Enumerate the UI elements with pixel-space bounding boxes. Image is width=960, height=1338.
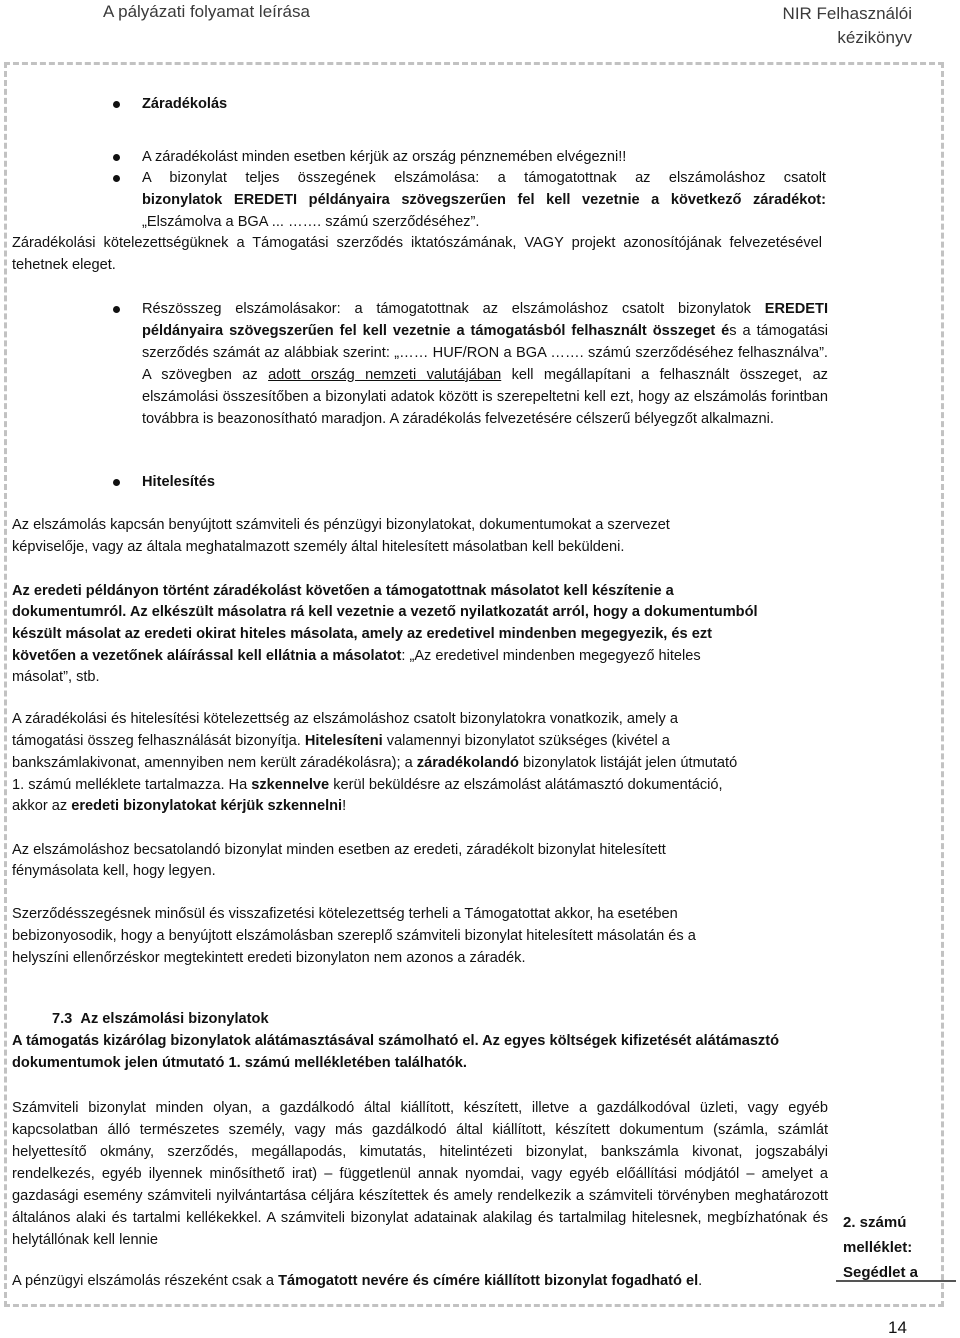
p1-line1: Az elszámolás kapcsán benyújtott számviteli és pénzügyi bizonylatokat, dokumentumokat a szervezet: [12, 517, 670, 533]
partial-bold: EREDETI példányaira szövegszerűen fel kell vezetnie a támogatásból felhasznált összeget é: [142, 301, 828, 339]
p3-l4-b: szkennelve: [251, 777, 330, 793]
p3-l5-b: eredeti bizonylatokat kérjük szkennelni: [71, 798, 343, 814]
p3-l2-c: valamennyi bizonylatot szükséges (kivétel a: [382, 733, 670, 749]
last-sentence: [12, 1270, 702, 1292]
section-title: Az elszámolási bizonylatok: [80, 1011, 269, 1027]
p3-l4-c: kerül beküldésre az elszámolást alátámasztó dokumentáció,: [329, 777, 723, 793]
p4-line2: fénymásolata kell, hogy legyen.: [12, 863, 216, 879]
bullet-icon: [113, 154, 120, 161]
bullet-full-amount-l1: A bizonylat teljes összegének elszámolása: a támogatottnak az elszámoláshoz csatolt: [142, 170, 826, 186]
partial-underlined: adott ország nemzeti valutájában: [268, 367, 502, 383]
p3-l5-c: !: [342, 798, 347, 814]
obligation-text: Záradékolási kötelezettségüknek a Támogatási szerződés iktatószámának, VAGY projekt azonosítójának felvezetésével tehetnek eleget.: [12, 235, 822, 273]
side-note: [843, 1210, 953, 1285]
p5-line3: helyszíni ellenőrzéskor megtekintett eredeti bizonylaton nem azonos a záradék.: [12, 950, 526, 966]
heading-hitelesites: Hitelesítés: [142, 474, 216, 490]
p3-line1: A záradékolási és hitelesítési kötelezettség az elszámoláshoz csatolt bizonylatokra vonatkozik, amely a: [12, 711, 678, 727]
side-note-l2: melléklet:: [843, 1239, 913, 1256]
p3-line4: [12, 774, 723, 796]
header-right-line1: NIR Felhasználói: [782, 4, 912, 23]
p3-l2-b: Hitelesíteni: [304, 733, 383, 749]
section-number: 7.3: [52, 1011, 73, 1027]
bullet-full-amount-l3: „Elszámolva a BGA ... ……. számú szerződéséhez”.: [142, 214, 480, 230]
side-note-l1: 2. számú: [843, 1214, 907, 1231]
p2-line4-bold: követően a vezetőnek aláírással kell ellátnia a másolatot: [12, 648, 402, 664]
last-b: Támogatott nevére és címére kiállított bizonylat fogadható el: [278, 1273, 699, 1289]
p5-line1: Szerződésszegésnek minősül és visszafizetési kötelezettség terheli a Támogatottat akkor, ha esetében: [12, 906, 678, 922]
p2-line3: készült másolat az eredeti okirat hiteles másolata, amely az eredetivel mindenben megegyezik, és ezt: [12, 626, 712, 642]
header-right-line2: kézikönyv: [837, 28, 912, 47]
p1-line2: képviselője, vagy az általa meghatalmazott személy által hitelesített másolatban kell beküldeni.: [12, 539, 625, 555]
page-header: [0, 0, 960, 56]
p4-line1: Az elszámoláshoz becsatolandó bizonylat minden esetben az eredeti, záradékolt bizonylat hitelesített: [12, 842, 666, 858]
partial-pre: Részösszeg elszámolásakor: a támogatottnak az elszámoláshoz csatolt bizonylatok: [142, 301, 765, 317]
partial-post: kell megállapítani a felhasznált összeget, az elszámolási összesítőben a bizonylati adatok között is szerepeltetni kell ezt, hogy az elszámolás forintban továbbra is beazonosítható maradjon. A záradékolás felvezetésére célszerű bélyegzőt alkalmazni.: [142, 367, 828, 427]
header-right: [783, 2, 912, 50]
p2-line4: [12, 645, 701, 667]
p3-line5: [12, 795, 346, 817]
p3-l5-a: akkor az: [12, 798, 72, 814]
page-number: 14: [888, 1318, 907, 1337]
p3-l3-b: záradékolandó: [416, 755, 519, 771]
p3-l3-c: bizonylatok listáját jelen útmutató: [518, 755, 738, 771]
heading-zaradekolas: Záradékolás: [142, 96, 228, 112]
header-title: A pályázati folyamat leírása: [103, 2, 310, 21]
p2-line5: másolat”, stb.: [12, 669, 100, 685]
p3-l4-a: 1. számú melléklete tartalmazza. Ha: [12, 777, 252, 793]
p3-line3: [12, 752, 737, 774]
p3-l3-a: bankszámlakivonat, amennyiben nem került záradékolásra); a: [12, 755, 417, 771]
p2-line1: Az eredeti példányon történt záradékolást követően a támogatottnak másolatot kell készítenie a: [12, 583, 674, 599]
bullet-currency: A záradékolást minden esetben kérjük az ország pénznemében elvégezni!!: [142, 149, 627, 165]
p2-line4-normal: : „Az eredetivel mindenben megegyező hiteles: [401, 648, 701, 664]
section-intro-l2: dokumentumok jelen útmutató 1. számú mellékletében találhatók.: [12, 1055, 467, 1071]
last-c: .: [698, 1273, 703, 1289]
p3-l2-a: támogatási összeg felhasználását bizonyítja.: [12, 733, 305, 749]
partial-amount-paragraph: [142, 298, 828, 430]
bullet-icon: [113, 175, 120, 182]
p2-line2: dokumentumról. Az elkészült másolatra rá kell vezetnie a vezető nyilatkozatát arról, hogy a dokumentumból: [12, 604, 758, 620]
p3-line2: [12, 730, 670, 752]
accounting-document-definition: Számviteli bizonylat minden olyan, a gazdálkodó által kiállított, készített, illetve a gazdálkodóval üzleti, vagy egyéb kapcsolatban álló természetes személy, vagy más gazdálkodó által kiállított, készített dokumentum (számla, számlát helyettesítő okmány, szerződés, megállapodás, kimutatás, hitelintézeti bizonylat, bankszámla kivonat, jogszabályi rendelkezés, egyéb ilyennek minősíthető irat) – függetlenül annak nyomdai, vagy egyéb előállítási módjától – amelyet a gazdasági esemény számviteli nyilvántartása céljára készítettek és amely rendelkezik a számviteli törvényben meghatározott általános alaki és tartalmi kellékekkel. A számviteli bizonylat adatainak alakilag és tartalmilag hitelesnek, megbízhatónak és helytállónak kell lennie: [12, 1100, 828, 1248]
p5-line2: bebizonyosodik, hogy a benyújtott elszámolásban szereplő számviteli bizonylat hitelesített másolatán és a: [12, 928, 696, 944]
bullet-icon: [113, 479, 120, 486]
bullet-icon: [113, 101, 120, 108]
section-intro-l1: A támogatás kizárólag bizonylatok alátámasztásával számolható el. Az egyes költségek kifizetését alátámasztó: [12, 1033, 780, 1049]
partial-mid: s a támogatási szerződés számát az alábbiak szerint: „…… HUF/RON a BGA ……. számú szerződéséhez felhasználva”. A szövegben az: [142, 323, 828, 383]
side-rule: [836, 1280, 956, 1282]
bullet-full-amount-l2: bizonylatok EREDETI példányaira szövegszerűen fel kell vezetnie a következő záradékot:: [142, 192, 826, 208]
side-note-l3: Segédlet a: [843, 1264, 919, 1281]
bullet-icon: [113, 306, 120, 313]
last-a: A pénzügyi elszámolás részeként csak a: [12, 1273, 279, 1289]
section-heading-7-3: [52, 1008, 269, 1030]
